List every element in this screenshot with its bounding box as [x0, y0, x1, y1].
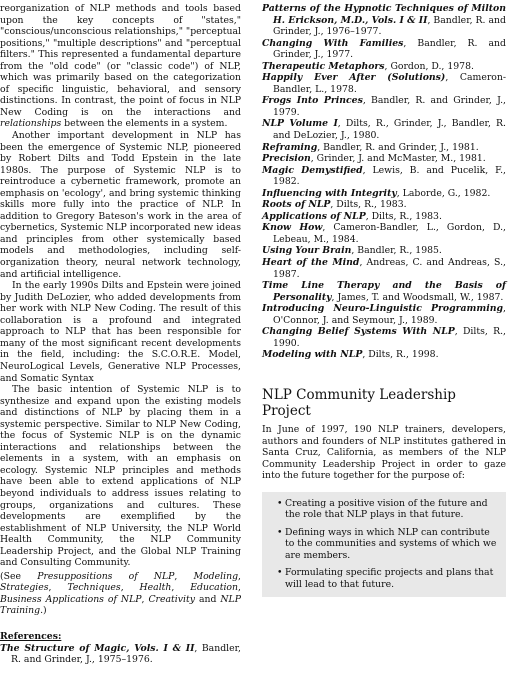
right-column — [262, 3, 506, 597]
reference-item: Magic Demystified, Lewis, B. and Pucelik, F., 1982. — [262, 164, 506, 188]
references-heading: References: — [0, 630, 62, 642]
reference-item: Modeling with NLP, Dilts, R., 1998. — [262, 349, 439, 361]
section-intro: In June of 1997, 190 NLP trainers, developers, authors and founders of NLP institutes gathered in Santa Cruz, California, as members of the NLP Community Leadership Project in order to gaze into the future together for the purpose of: — [262, 423, 506, 482]
paragraph-new-code: reorganization of NLP methods and tools based upon the key concepts of "states," "conscious/unconscious relationships," "perceptual positions," "multiple descriptions" and "perceptual filters." This represented a fundamental departure from the "old code" (or "classic code") of NLP, which was primarily based on the categorization of specific linguistic, behavioral, and sensory distinctions. In contrast, the point of focus in NLP New Coding is on the interactions and relationships between the elements in a system. — [0, 3, 242, 130]
reference-item: Changing With Families, Bandler, R. and Grinder, J., 1977. — [262, 37, 506, 61]
bullet-icon: • — [277, 526, 283, 538]
reference-item: Using Your Brain, Bandler, R., 1985. — [262, 245, 442, 257]
see-also-note: (See Presuppositions of NLP, Modeling, Strategies, Techniques, Health, Education, Business Applications of NLP, Creativity and NLP Training.) — [0, 570, 241, 617]
paragraph-intention: The basic intention of Systemic NLP is to synthesize and expand upon the existing models and distinctions of NLP by placing them in a systemic perspective. Similar to NLP New Coding, the focus of Systemic NLP is on the dynamic interactions and relationships between the elements in a system, with an emphasis on ecology. Systemic NLP principles and methods have been able to extend applications of NLP beyond individuals to address issues relating to groups, organizations and cultures. These developments are exemplified by the establishment of NLP University, the NLP World Health Community, the NLP Community Leadership Project, and the Global NLP Training and Consulting Community. — [0, 384, 241, 569]
reference-item: Applications of NLP, Dilts, R., 1983. — [262, 210, 442, 222]
reference-item: Roots of NLP, Dilts, R., 1983. — [262, 199, 407, 211]
reference-item: Heart of the Mind, Andreas, C. and Andreas, S., 1987. — [262, 257, 506, 280]
reference-item: Reframing, Bandler, R. and Grinder, J., 1981. — [262, 141, 479, 153]
reference-item: Happily Ever After (Solutions), Cameron-Bandler, L., 1978. — [262, 72, 506, 95]
purpose-bullet: • Creating a positive vision of the future and the role that NLP plays in that future. — [277, 497, 488, 521]
bullet-icon: • — [277, 497, 283, 509]
bullet-icon: • — [277, 567, 283, 579]
reference-item: Patterns of the Hypnotic Techniques of Milton H. Erickson, M.D., Vols. I & II, Bandler, R. and Grinder, J., 1976–1977. — [262, 3, 506, 38]
reference-item: Precision, Grinder, J. and McMaster, M., 1981. — [262, 153, 486, 165]
reference-list — [262, 3, 506, 361]
reference-item: The Structure of Magic, Vols. I & II, Bandler, R. and Grinder, J., 1975–1976. — [0, 642, 242, 666]
section-title: NLP Community Leadership Project — [262, 386, 456, 419]
reference-item: Time Line Therapy and the Basis of Personality, James, T. and Woodsmall, W., 1987. — [262, 280, 506, 303]
paragraph-delozier: In the early 1990s Dilts and Epstein were joined by Judith DeLozier, who added developments from her work with NLP New Coding. The result of this collaboration is a profound and integrated approach to NLP that has been responsible for many of the most significant recent developments in the field, including: the S.C.O.R.E. Model, NeuroLogical Levels, Generative NLP Processes, and Somatic Syntax — [0, 280, 241, 384]
purpose-list — [274, 498, 500, 591]
reference-item: Changing Belief Systems With NLP, Dilts, R., 1990. — [262, 326, 507, 349]
reference-item: Frogs Into Princes, Bandler, R. and Grinder, J., 1979. — [262, 95, 506, 118]
emphasis-relationships: relationships — [0, 118, 62, 130]
purpose-bullet: • Formulating specific projects and plans that will lead to that future. — [277, 567, 494, 590]
reference-item: Therapeutic Metaphors, Gordon, D., 1978. — [262, 60, 474, 72]
reference-item: Know How, Cameron-Bandler, L., Gordon, D., Lebeau, M., 1984. — [262, 222, 506, 245]
purpose-bullet: • Defining ways in which NLP can contribute to the communities and systems of which we are members. — [277, 526, 497, 561]
reference-item: Influencing with Integrity, Laborde, G., 1982. — [262, 187, 491, 199]
reference-item: NLP Volume I, Dilts, R., Grinder, J., Bandler, R. and DeLozier, J., 1980. — [262, 118, 506, 142]
reference-item: Introducing Neuro-Linguistic Programming, O'Connor, J. and Seymour, J., 1989. — [262, 303, 506, 326]
purpose-box — [262, 492, 506, 597]
left-column — [0, 3, 241, 666]
paragraph-systemic-nlp: Another important development in NLP has been the emergence of Systemic NLP, pioneered by Robert Dilts and Todd Epstein in the late 1980s. The purpose of Systemic NLP is to reintroduce a cybernetic framework, promote an emphasis on 'ecology', and bring systemic thinking skills more fully into the practice of NLP. In addition to Gregory Bateson's work in the area of cybernetics, Systemic NLP incorporated new ideas and principles from other systemically based models and methodologies, including self-organization theory, neural network technology, and artificial intelligence. — [0, 130, 241, 280]
